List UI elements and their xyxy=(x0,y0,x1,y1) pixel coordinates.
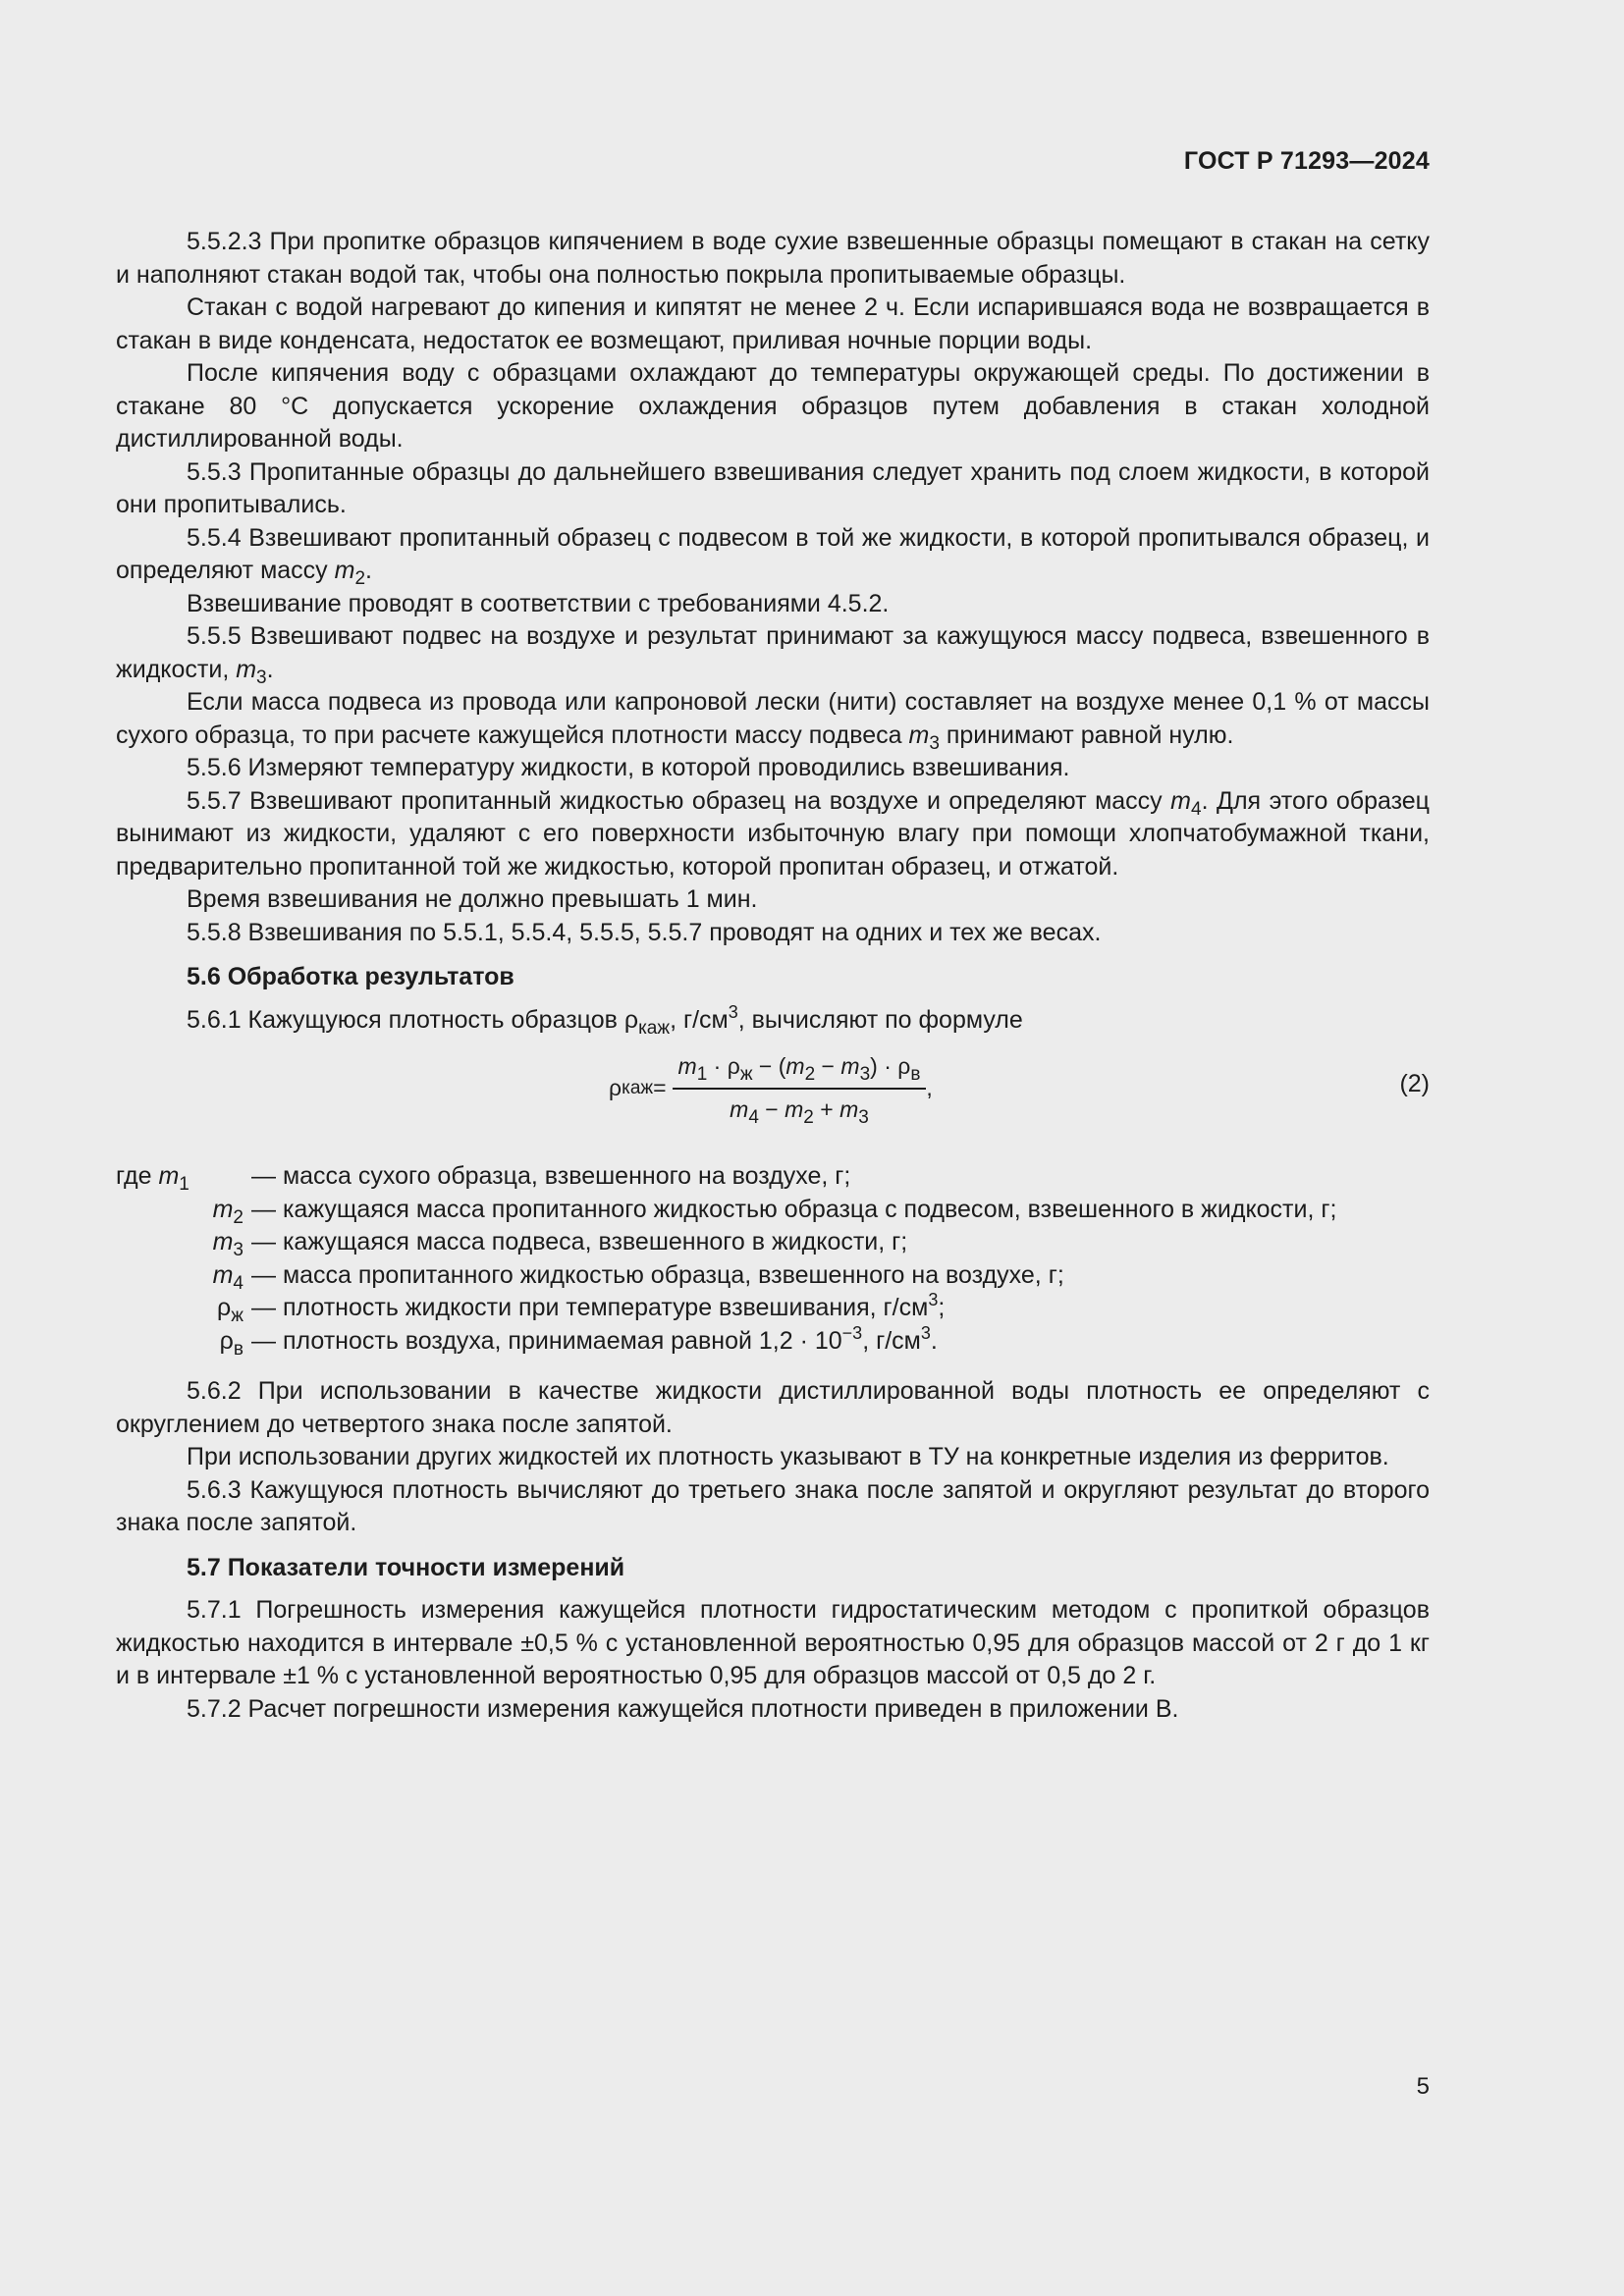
paragraph-5-6-2: 5.6.2 При использовании в качестве жидкости дистиллированной воды плотность ее определяют с округлением до четвертого знака после запятой. xyxy=(116,1377,1430,1438)
paragraph-5-5-4: 5.5.4 Взвешивают пропитанный образец с подвесом в той же жидкости, в которой пропитывался образец, и определяют массу $m_2$. xyxy=(116,523,1430,589)
formula-fraction xyxy=(673,1050,927,1126)
paragraph-5-5-7: 5.5.7 Взвешивают пропитанный жидкостью образец на воздухе и определяют массу $m_4$. Для этого образец вынимают из жидкости, удаляют с его поверхности избыточную влагу при помощи хлопчатобумажной ткани, предварительно пропитанной той же жидкостью, которой пропитан образец, и отжатой. xyxy=(116,786,1431,881)
definition-item: $\rho_в$ — плотность воздуха, принимаемая равной $1,2 \cdot 10^{-3}$, $г/см^3$. xyxy=(219,1322,938,1360)
paragraph-5-5-5: 5.5.5 Взвешивают подвес на воздухе и результат принимают за кажущуюся массу подвеса, взвешенного в жидкости, $m_3$. xyxy=(116,622,1430,688)
paragraph: 5.5.2.3 При пропитке образцов кипячением в воде сухие взвешенные образцы помещают в стакан на сетку и наполняют стакан водой так, чтобы она полностью покрыла пропитываемые образцы. xyxy=(116,228,1430,289)
section-heading-5-6: 5.6 Обработка результатов xyxy=(187,963,514,990)
formula-expression: ρ каж = $\frac{m_1 \cdot \rho_ж - (m_2 - m_3) \cdot \rho_в}{m_4 - m_2 + m_3}$ , xyxy=(609,1050,933,1126)
definition-item: $m_4$ — масса пропитанного жидкостью образца, взвешенного на воздухе, г; xyxy=(212,1260,1064,1294)
page-number: 5 xyxy=(1416,2073,1430,2100)
doc-code-header: ГОСТ Р 71293—2024 xyxy=(1183,147,1430,175)
paragraph: 5.5.3 Пропитанные образцы до дальнейшего взвешивания следует хранить под слоем жидкости, в которой они пропитывались. xyxy=(116,457,1430,518)
paragraph-5-7-2: 5.7.2 Расчет погрешности измерения кажущейся плотности приведен в приложении В. xyxy=(187,1694,1179,1723)
paragraph-5-6-3: 5.6.3 Кажущуюся плотность вычисляют до третьего знака после запятой и округляют результат до второго знака после запятой. xyxy=(116,1475,1430,1536)
paragraph: Взвешивание проводят в соответствии с требованиями 4.5.2. xyxy=(187,589,890,617)
definition-item: $m_3$ — кажущаяся масса подвеса, взвешенного в жидкости, г; xyxy=(212,1228,908,1260)
paragraph-5-7-1: 5.7.1 Погрешность измерения кажущейся плотности гидростатическим методом с пропиткой образцов жидкостью находится в интервале ±0,5 % с установленной вероятностью 0,95 для образцов массой от 2 г до 1 кг и в интервале ±1 % с установленной вероятностью 0,95 для образцов массой от 0,5 до 2 г. xyxy=(116,1596,1430,1689)
definition-item: где $m_1$ — масса сухого образца, взвешенного на воздухе, г; xyxy=(116,1162,851,1195)
formula-denominator: $m_4 - m_2 + m_3$ xyxy=(730,1095,869,1128)
paragraph: Если масса подвеса из провода или капроновой лески (нити) составляет на воздухе менее 0,1 % от массы сухого образца, то при расчете кажущейся плотности массу подвеса $m_3$ принимают равной нулю. xyxy=(116,688,1430,754)
formula-2 xyxy=(116,1046,1430,1145)
section-heading-5-7: 5.7 Показатели точности измерений xyxy=(187,1553,625,1581)
paragraph-5-5-8: 5.5.8 Взвешивания по 5.5.1, 5.5.4, 5.5.5, 5.5.7 проводят на одних и тех же весах. xyxy=(187,918,1102,946)
paragraph-5-5-6: 5.5.6 Измеряют температуру жидкости, в которой проводились взвешивания. xyxy=(187,754,1070,781)
paragraph: Время взвешивания не должно превышать 1 мин. xyxy=(187,885,758,913)
formula-numerator: $m_1 \cdot \rho_ж - (m_2 - m_3) \cdot \rho_в$ xyxy=(673,1050,927,1090)
paragraph: Стакан с водой нагревают до кипения и кипятят не менее 2 ч. Если испарившаяся вода не возвращается в стакан в виде конденсата, недостаток ее возмещают, приливая ночные порции воды. xyxy=(116,294,1430,354)
definition-item: $m_2$ — кажущаяся масса пропитанного жидкостью образца с подвесом, взвешенного в жидкости, г; xyxy=(212,1195,1337,1228)
formula-number: (2) xyxy=(1399,1070,1430,1097)
definitions-list xyxy=(116,1160,1430,1358)
page-content xyxy=(116,226,1430,1726)
paragraph: При использовании других жидкостей их плотность указывают в ТУ на конкретные изделия из ферритов. xyxy=(187,1443,1389,1470)
paragraph-5-6-1: 5.6.1 Кажущуюся плотность образцов $\rho_{каж}$, $г/см^3$, вычисляют по формуле xyxy=(187,1001,1023,1039)
paragraph: После кипячения воду с образцами охлаждают до температуры окружающей среды. По достижении в стакане 80 °С допускается ускорение охлаждения образцов путем добавления в стакан холодной дистиллированной воды. xyxy=(116,359,1430,453)
definition-item: $\rho_ж$ — плотность жидкости при температуре взвешивания, $г/см^3$; xyxy=(217,1290,946,1326)
